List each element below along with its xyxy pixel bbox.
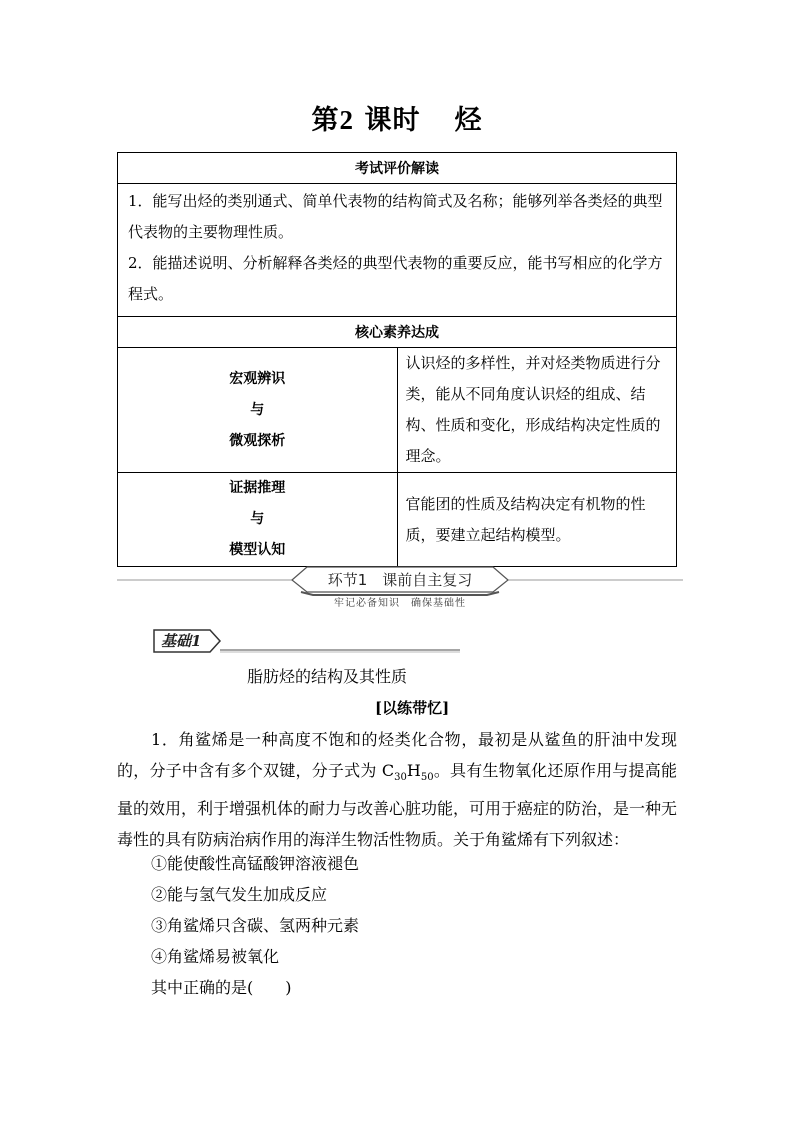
label-line: 与 <box>250 401 265 418</box>
core-row-2-label <box>118 473 398 567</box>
formula-subscript: 30 <box>394 772 407 784</box>
banner-title: 环节1 课前自主复习 <box>327 571 473 589</box>
title-topic: 烃 <box>454 105 483 136</box>
title-prefix: 第 <box>311 105 340 136</box>
formula-element: H <box>406 761 421 780</box>
option-4: ④角鲨烯易被氧化 <box>151 947 280 966</box>
label-line: 与 <box>250 511 265 527</box>
page-title <box>0 98 794 137</box>
question-prompt: 其中正确的是( ) <box>151 978 292 997</box>
section-title: 脂肪烃的结构及其性质 <box>247 667 408 686</box>
title-lesson: 课时 <box>364 105 421 136</box>
question-stem <box>117 724 677 855</box>
core-heading: 核心素养达成 <box>118 317 677 348</box>
banner-subtitle: 牢记必备知识 确保基础性 <box>334 598 466 609</box>
title-number: 2 <box>339 105 355 135</box>
eval-item-1: 1．能写出烃的类别通式、简单代表物的结构简式及名称；能够列举各类烃的典型代表物的主要物理性质。 <box>128 192 663 241</box>
tag-label: 基础1 <box>161 632 202 650</box>
label-line: 微观探析 <box>229 432 286 449</box>
section-bracket: [以练带忆] <box>375 699 450 717</box>
eval-heading: 考试评价解读 <box>118 153 677 184</box>
evaluation-table <box>117 152 677 567</box>
stem-text: 1．角鲨烯是一种高度不饱和的烃类化合物，最初是从鲨鱼的肝油中发现的，分子中含有多个双键，分子式为 <box>117 730 677 780</box>
formula-element: C <box>381 761 395 780</box>
section-banner <box>117 565 683 613</box>
label-line: 证据推理 <box>229 480 286 496</box>
core-row-2-text: 官能团的性质及结构决定有机物的性质，要建立起结构模型。 <box>397 473 677 567</box>
eval-items <box>118 184 677 317</box>
core-row-1-text: 认识烃的多样性，并对烃类物质进行分类，能从不同角度认识烃的组成、结构、性质和变化，形成结构决定性质的理念。 <box>397 348 677 473</box>
option-1: ①能使酸性高锰酸钾溶液褪色 <box>151 854 360 873</box>
eval-item-2: 2．能描述说明、分析解释各类烃的典型代表物的重要反应，能书写相应的化学方程式。 <box>128 254 663 303</box>
option-3: ③角鲨烯只含碳、氢两种元素 <box>151 916 360 935</box>
formula-subscript: 50 <box>420 772 434 784</box>
core-row-1-label <box>118 348 398 473</box>
stem-text: 。具有生物氧化还原作用与提高能量的效用，利于增强机体的耐力与改善心脏功能，可用于癌症的防治，是一种无毒性的具有防病治病作用的海洋生物活性物质。关于角鲨烯有下列叙述： <box>117 761 678 850</box>
basics-tag <box>152 628 462 654</box>
label-line: 模型认知 <box>229 542 286 558</box>
label-line: 宏观辨识 <box>229 370 286 387</box>
option-2: ②能与氢气发生加成反应 <box>151 885 328 904</box>
